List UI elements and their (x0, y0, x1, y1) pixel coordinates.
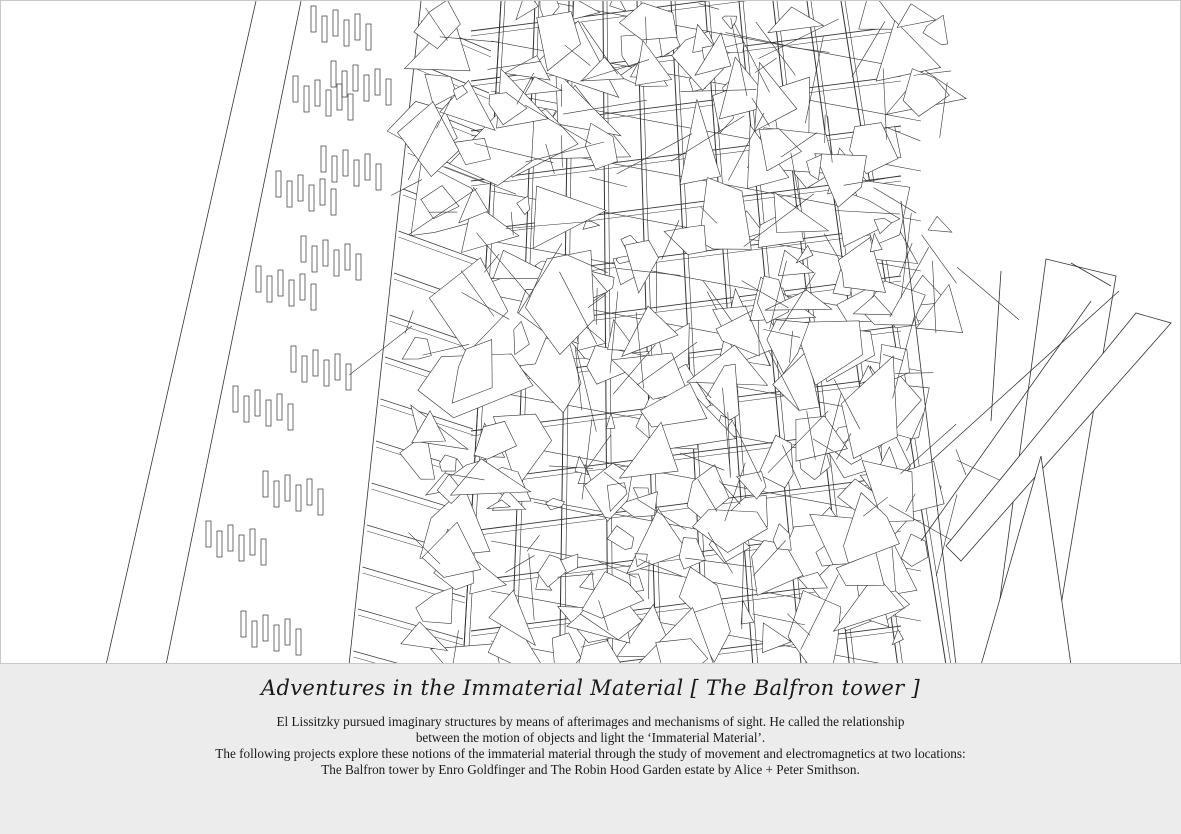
splinter (824, 234, 839, 260)
window (311, 6, 316, 32)
window (342, 71, 347, 97)
fragment (679, 538, 705, 570)
window (353, 65, 358, 91)
shard-line (991, 271, 1001, 421)
drawing-canvas (1, 1, 1181, 664)
window (345, 244, 350, 270)
splinter (648, 560, 649, 599)
window (261, 539, 266, 565)
splinter (936, 494, 957, 576)
window (298, 175, 303, 201)
window (255, 390, 260, 416)
window (244, 396, 249, 422)
window (274, 625, 279, 651)
caption-title: Adventures in the Immaterial Material [ The Balfron tower ] (261, 676, 920, 700)
splinter (956, 449, 966, 475)
window (337, 84, 342, 110)
window (252, 621, 257, 647)
window (206, 521, 211, 547)
window (315, 80, 320, 106)
window (239, 535, 244, 561)
window (274, 481, 279, 507)
fragment (416, 587, 453, 623)
window (263, 471, 268, 497)
fragment (680, 99, 721, 184)
window (277, 394, 282, 420)
caption-line: The Balfron tower by Enro Goldfinger and The Robin Hood Garden estate by Alice + Peter Smithson. (321, 762, 860, 777)
window (326, 90, 331, 116)
window (293, 76, 298, 102)
window (311, 284, 316, 310)
window (263, 615, 268, 641)
fragment (552, 633, 581, 664)
window (309, 185, 314, 211)
window (233, 386, 238, 412)
caption-line: between the motion of objects and light the ‘Immaterial Material’. (415, 730, 766, 745)
fragment (619, 3, 677, 40)
caption-line: El Lissitzky pursued imaginary structures by means of afterimages and mechanisms of sight. He called the relationship (276, 714, 905, 729)
window (320, 179, 325, 205)
window (386, 79, 391, 105)
window (375, 69, 380, 95)
window (267, 276, 272, 302)
window (343, 150, 348, 176)
fragment (928, 216, 952, 232)
window (301, 236, 306, 262)
right-shard-planes (901, 201, 1171, 664)
window (241, 611, 246, 637)
slab-edge (349, 1, 421, 664)
window (276, 171, 281, 197)
window (288, 404, 293, 430)
fragment (440, 455, 457, 471)
window (312, 246, 317, 272)
splinter (349, 326, 412, 375)
window (322, 16, 327, 42)
window (354, 160, 359, 186)
window (318, 489, 323, 515)
window (228, 525, 233, 551)
window (321, 146, 326, 172)
fragment (901, 534, 928, 566)
window (217, 531, 222, 557)
window (376, 164, 381, 190)
caption-line: The following projects explore these notions of the immaterial material through the study of movement and electromagnetics at two locations: (215, 746, 966, 761)
fragment (517, 196, 530, 215)
window (335, 354, 340, 380)
window (296, 485, 301, 511)
window (333, 10, 338, 36)
window (296, 629, 301, 655)
window (332, 156, 337, 182)
window (307, 479, 312, 505)
fragment (774, 192, 829, 233)
window (285, 619, 290, 645)
splinter (789, 47, 829, 52)
splinter (922, 235, 957, 284)
window (256, 266, 261, 292)
window (331, 61, 336, 87)
splinter (529, 553, 534, 620)
splinter (405, 310, 413, 333)
fragment (607, 526, 634, 550)
window (300, 274, 305, 300)
fragment (610, 1, 626, 11)
splinter (585, 435, 611, 471)
left-slab-building (106, 1, 421, 664)
window (364, 75, 369, 101)
window (356, 254, 361, 280)
fragment (402, 337, 431, 359)
window (344, 20, 349, 46)
window (285, 475, 290, 501)
window (266, 400, 271, 426)
window (287, 181, 292, 207)
window (331, 189, 336, 215)
fragment (401, 622, 448, 651)
window (366, 24, 371, 50)
fragment (741, 601, 754, 625)
window (302, 356, 307, 382)
window (250, 529, 255, 555)
splinter (680, 453, 724, 470)
caption-body (0, 714, 1181, 778)
window (348, 94, 353, 120)
window (365, 154, 370, 180)
window (291, 346, 296, 372)
splinter (957, 267, 1019, 320)
fragment (606, 413, 615, 429)
window (323, 240, 328, 266)
window (278, 270, 283, 296)
window (324, 360, 329, 386)
window (304, 86, 309, 112)
window (346, 364, 351, 390)
window (289, 280, 294, 306)
fragment (762, 623, 791, 653)
fragment (533, 186, 606, 248)
fragment (693, 510, 768, 553)
fragment (722, 16, 736, 29)
window (334, 250, 339, 276)
window (313, 350, 318, 376)
caption-band (0, 664, 1181, 834)
window (355, 14, 360, 40)
